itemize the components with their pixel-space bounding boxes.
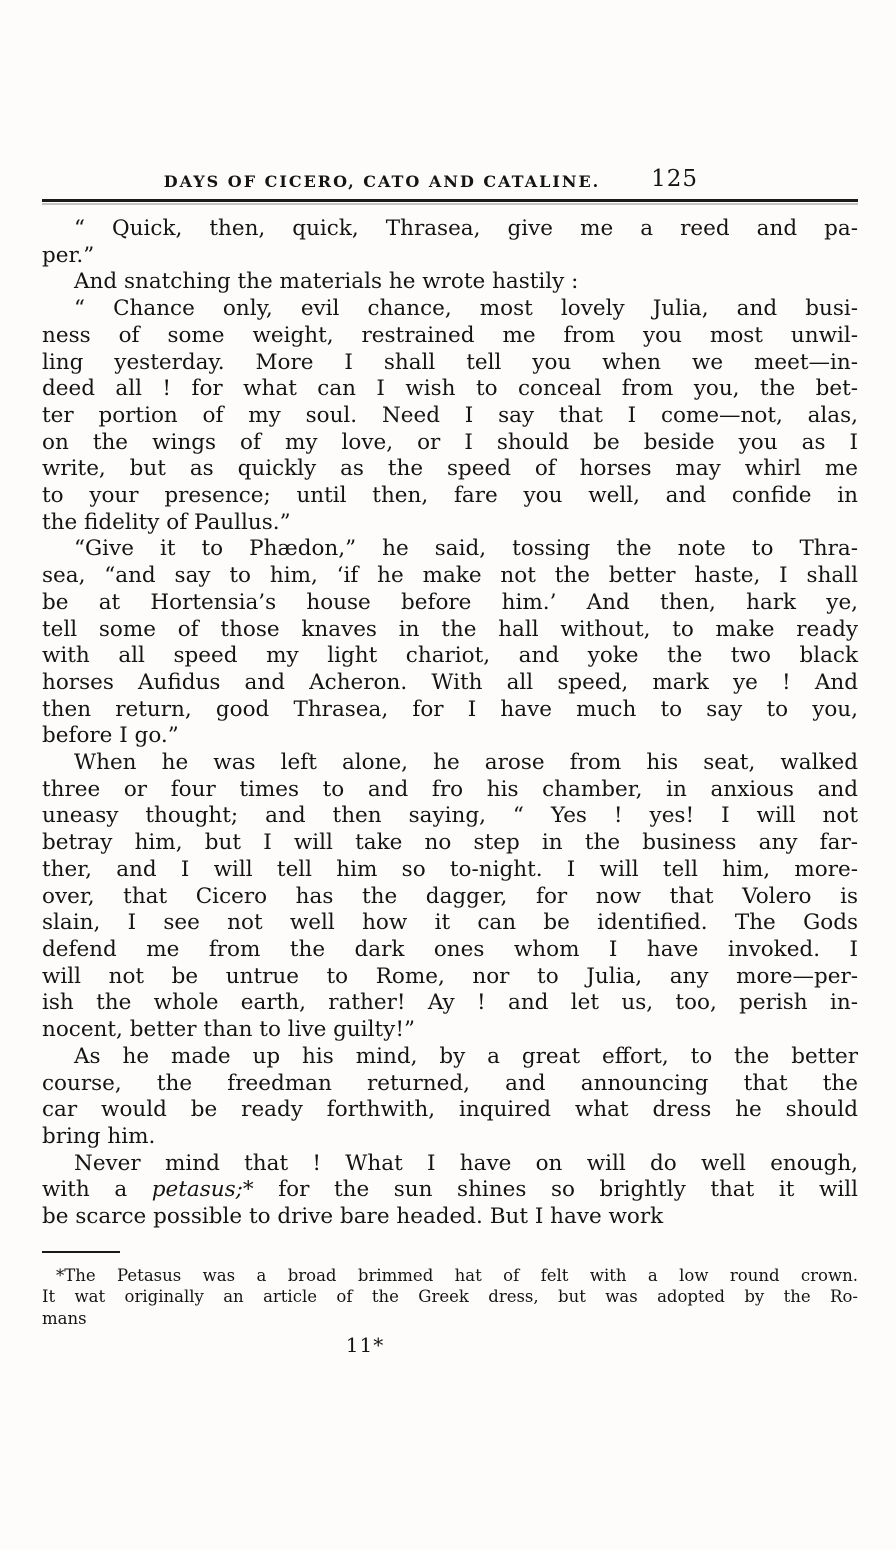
italic-text: petasus;: [151, 1177, 243, 1203]
text-line: “ Chance only, evil chance, most lovely Julia, and busi-: [74, 296, 858, 322]
page-number: 125: [651, 166, 698, 192]
paragraph: [42, 269, 858, 296]
paragraph: [42, 216, 858, 269]
text-line: *The Petasus was a broad brimmed hat of felt with a low round crown.: [56, 1265, 858, 1285]
body-text: [42, 216, 858, 1231]
text-segment: * for the sun shines so brightly that it will: [242, 1177, 858, 1203]
text-line: nocent, better than to live guilty!”: [42, 1017, 415, 1043]
text-line: ness of some weight, restrained me from you most unwil-: [42, 322, 858, 348]
text-line: on the wings of my love, or I should be beside you as I: [42, 429, 858, 455]
text-line: then return, good Thrasea, for I have much to say to you,: [42, 696, 858, 722]
text-line: horses Aufidus and Acheron. With all speed, mark ye ! And: [42, 669, 858, 695]
text-line: deed all ! for what can I wish to conceal from you, the bet-: [42, 376, 858, 402]
text-line: slain, I see not well how it can be identified. The Gods: [42, 910, 858, 936]
text-line: the fidelity of Paullus.”: [42, 509, 291, 535]
text-line: car would be ready forthwith, inquired what dress he should: [42, 1097, 858, 1123]
text-line: write, but as quickly as the speed of horses may whirl me: [42, 456, 858, 482]
signature-mark: 11*: [345, 1333, 385, 1358]
text-line: ter portion of my soul. Need I say that I come—not, alas,: [42, 402, 858, 428]
header-rule: [42, 199, 858, 203]
text-line: And snatching the materials he wrote hastily :: [74, 269, 579, 295]
text-line: uneasy thought; and then saying, “ Yes ! yes! I will not: [42, 803, 858, 829]
text-line: tell some of those knaves in the hall without, to make ready: [42, 616, 858, 642]
text-line: “ Quick, then, quick, Thrasea, give me a reed and pa-: [74, 216, 858, 241]
page-header: [42, 166, 858, 196]
footnote-rule: [42, 1251, 120, 1253]
text-line: As he made up his mind, by a great effort, to the better: [74, 1043, 858, 1069]
text-line: ish the whole earth, rather! Ay ! and let us, too, perish in-: [42, 990, 858, 1016]
text-line: per.”: [42, 242, 95, 268]
text-line: [42, 1177, 858, 1204]
text-line: mans: [42, 1308, 87, 1328]
text-line: betray him, but I will take no step in the business any far-: [42, 830, 858, 856]
text-line: “Give it to Phædon,” he said, tossing the note to Thra-: [74, 536, 858, 562]
footnote: [42, 1265, 858, 1330]
text-line: When he was left alone, he arose from his seat, walked: [74, 750, 858, 776]
text-line: defend me from the dark ones whom I have invoked. I: [42, 936, 858, 962]
paragraph: [42, 1044, 858, 1151]
text-line: sea, “and say to him, ‘if he make not the better haste, I shall: [42, 563, 858, 589]
text-line: be scarce possible to drive bare headed. But I have work: [42, 1204, 664, 1230]
text-line: three or four times to and fro his chamber, in anxious and: [42, 776, 858, 802]
text-line: course, the freedman returned, and announcing that the: [42, 1070, 858, 1096]
text-line: ling yesterday. More I shall tell you when we meet—in-: [42, 349, 858, 375]
text-segment: with a: [42, 1177, 152, 1203]
text-line: over, that Cicero has the dagger, for now that Volero is: [42, 883, 858, 909]
paragraph: [42, 1151, 858, 1231]
paragraph: [42, 750, 858, 1044]
paragraph: [42, 536, 858, 750]
text-line: ther, and I will tell him so to-night. I will tell him, more-: [42, 856, 858, 882]
paragraph: [42, 296, 858, 536]
text-line: bring him.: [42, 1123, 156, 1149]
text-line: Never mind that ! What I have on will do well enough,: [74, 1150, 858, 1176]
text-line: be at Hortensia’s house before him.’ And then, hark ye,: [42, 589, 858, 615]
text-line: It wat originally an article of the Greek dress, but was adopted by the Ro-: [42, 1287, 858, 1307]
running-title: DAYS OF CICERO, CATO AND CATALINE.: [163, 172, 601, 191]
text-line: before I go.”: [42, 723, 179, 749]
text-line: to your presence; until then, fare you well, and confide in: [42, 483, 858, 509]
text-line: will not be untrue to Rome, nor to Julia, any more—per-: [42, 963, 858, 989]
text-line: with all speed my light chariot, and yoke the two black: [42, 643, 858, 669]
